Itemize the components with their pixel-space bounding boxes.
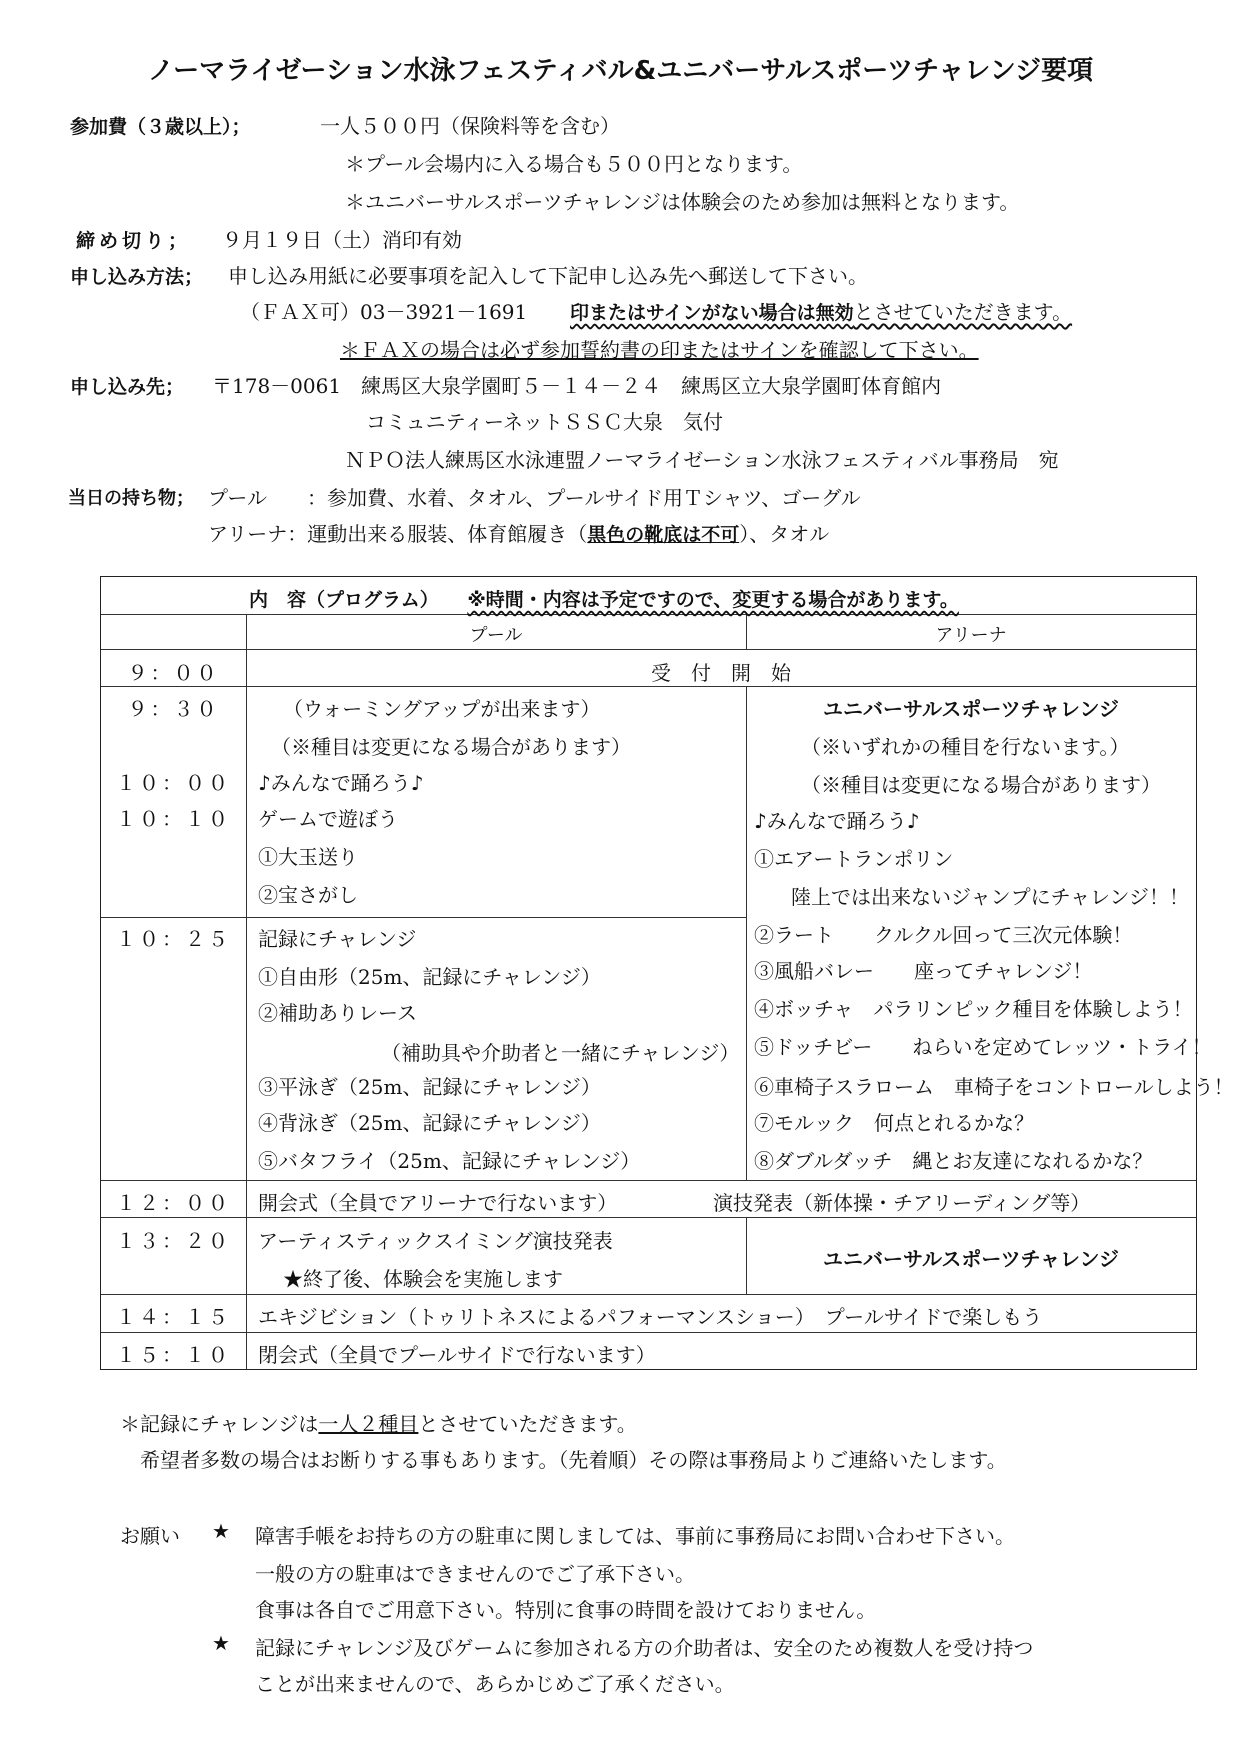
pool-event-5: ⑤バタフライ（25m、記録にチャレンジ） bbox=[258, 1149, 641, 1173]
pool-record-title: 記録にチャレンジ bbox=[258, 927, 417, 951]
time-1200: １２：００ bbox=[116, 1191, 231, 1215]
record-limit-pre: ＊記録にチャレンジは bbox=[120, 1412, 319, 1436]
time-1010: １０：１０ bbox=[116, 807, 231, 831]
first-come-note: 希望者多数の場合はお断りする事もあります。（先着順）その際は事務局よりご連絡いたします。 bbox=[140, 1448, 1007, 1472]
program-header-label: 内 容（プログラム） bbox=[249, 589, 430, 611]
row-divider bbox=[101, 649, 1196, 650]
exhibition: エキジビション（トゥリトネスによるパフォーマンスショー） プールサイドで楽しもう bbox=[258, 1305, 1043, 1329]
arena-activity-7: ⑦モルック 何点とれるかな？ bbox=[754, 1111, 1034, 1135]
col-divider bbox=[246, 614, 247, 1369]
arena-note-1: （※いずれかの種目を行ないます。） bbox=[801, 735, 1130, 759]
program-header-note: ※時間・内容は予定ですので、変更する場合があります。 bbox=[467, 589, 959, 611]
arena-activity-3: ③風船バレー 座ってチャレンジ！ bbox=[754, 959, 1093, 983]
fee-label: 参加費（３歳以上）； bbox=[70, 116, 251, 138]
items-arena bbox=[208, 518, 829, 547]
items-arena-post: ）、タオル bbox=[739, 522, 830, 546]
request-no-parking: 一般の方の駐車はできませんのでご了承下さい。 bbox=[255, 1562, 695, 1586]
reception-start: 受 付 開 始 bbox=[651, 661, 791, 685]
time-0930: ９：３０ bbox=[127, 697, 220, 721]
arena-title-afternoon: ユニバーサルスポーツチャレンジ bbox=[823, 1247, 1119, 1271]
arena-activity-1: ①エアートランポリン bbox=[754, 847, 954, 871]
pool-warmup: （ウォーミングアップが出来ます） bbox=[283, 697, 601, 721]
record-limit-post: とさせていただきます。 bbox=[418, 1412, 637, 1436]
col-header-pool: プール bbox=[469, 625, 523, 646]
record-limit-note bbox=[120, 1408, 637, 1437]
pool-event-3: ③平泳ぎ（25m、記録にチャレンジ） bbox=[258, 1075, 601, 1099]
fax-note: ＊ＦＡＸの場合は必ず参加誓約書の印またはサインを確認して下さい。 bbox=[340, 338, 979, 362]
artistic-swimming: アーティスティックスイミング演技発表 bbox=[258, 1229, 613, 1253]
request-helpers-cont: ことが出来ませんので、あらかじめご了承ください。 bbox=[255, 1672, 735, 1696]
pool-game-1: ①大玉送り bbox=[258, 845, 358, 869]
pool-game-2: ②宝さがし bbox=[258, 883, 358, 907]
items-pool: プール ：参加費、水着、タオル、プールサイド用Ｔシャツ、ゴーグル bbox=[208, 486, 861, 510]
arena-dance: ♪みんなで踊ろう♪ bbox=[754, 809, 920, 833]
row-divider bbox=[101, 917, 746, 918]
pool-dance: ♪みんなで踊ろう♪ bbox=[258, 771, 424, 795]
arena-title: ユニバーサルスポーツチャレンジ bbox=[823, 697, 1119, 721]
arena-note-2: （※種目は変更になる場合があります） bbox=[801, 773, 1161, 797]
time-1025: １０：２５ bbox=[116, 927, 231, 951]
arena-activity-8: ⑧ダブルダッチ 縄とお友達になれるかな？ bbox=[754, 1149, 1153, 1173]
time-1000: １０：００ bbox=[116, 771, 231, 795]
time-1320: １３：２０ bbox=[116, 1229, 231, 1253]
time-0900: ９：００ bbox=[127, 661, 220, 685]
col-divider bbox=[746, 686, 747, 1180]
address-line-3: ＮＰＯ法人練馬区水泳連盟ノーマライゼーション水泳フェスティバル事務局 宛 bbox=[345, 448, 1059, 472]
trial-session-note: ★終了後、体験会を実施します bbox=[283, 1267, 563, 1291]
deadline-label: 締め切り； bbox=[76, 230, 192, 252]
fee-value: 一人５００円（保険料等を含む） bbox=[320, 114, 620, 138]
row-divider bbox=[101, 1332, 1196, 1333]
pool-event-1: ①自由形（25m、記録にチャレンジ） bbox=[258, 965, 601, 989]
pool-game: ゲームで遊ぼう bbox=[258, 807, 398, 831]
arena-activity-2: ②ラート クルクル回って三次元体験！ bbox=[754, 923, 1133, 947]
col-header-arena: アリーナ bbox=[935, 625, 1007, 646]
record-limit-count: 一人２種目 bbox=[318, 1412, 419, 1436]
arena-activity-1-desc: 陸上では出来ないジャンプにチャレンジ！！ bbox=[791, 885, 1189, 909]
invalid-warning-bold: 印またはサインがない場合は無効 bbox=[570, 302, 854, 324]
closing-ceremony: 閉会式（全員でプールサイドで行ないます） bbox=[258, 1343, 656, 1367]
program-table bbox=[100, 576, 1234, 1370]
method-value: 申し込み用紙に必要事項を記入して下記申し込み先へ郵送して下さい。 bbox=[228, 264, 868, 288]
arena-activity-5: ⑤ドッチビー ねらいを定めてレッツ・トライ！ bbox=[754, 1035, 1212, 1059]
row-divider bbox=[101, 1180, 1196, 1181]
items-arena-bold: 黒色の靴底は不可 bbox=[587, 524, 740, 546]
row-divider bbox=[101, 1294, 1196, 1295]
star-icon: ★ bbox=[212, 1519, 230, 1543]
time-1415: １４：１５ bbox=[116, 1305, 231, 1329]
performance: 演技発表（新体操・チアリーディング等） bbox=[713, 1191, 1091, 1215]
opening-ceremony: 開会式（全員でアリーナで行ないます） bbox=[258, 1191, 618, 1215]
items-label: 当日の持ち物； bbox=[68, 488, 194, 509]
request-parking: 障害手帳をお持ちの方の駐車に関しましては、事前に事務局にお問い合わせ下さい。 bbox=[255, 1524, 1015, 1548]
page-title: ノーマライゼーション水泳フェスティバル&ユニバーサルスポーツチャレンジ要項 bbox=[147, 56, 1094, 86]
requests-label: お願い bbox=[120, 1524, 180, 1548]
address-label: 申し込み先； bbox=[70, 376, 185, 398]
fee-note-2: ＊ユニバーサルスポーツチャレンジは体験会のため参加は無料となります。 bbox=[345, 190, 1020, 214]
items-arena-pre: アリーナ：運動出来る服装、体育館履き（ bbox=[208, 522, 588, 546]
arena-activity-6: ⑥車椅子スラローム 車椅子をコントロールしよう！ bbox=[754, 1075, 1234, 1099]
star-icon: ★ bbox=[212, 1631, 230, 1655]
address-line-2: コミュニティーネットＳＳＣ大泉 気付 bbox=[366, 410, 723, 434]
pool-event-2: ②補助ありレース bbox=[258, 1001, 417, 1025]
method-label: 申し込み方法； bbox=[70, 266, 204, 288]
deadline-value: ９月１９日（土）消印有効 bbox=[222, 228, 462, 252]
row-divider bbox=[101, 614, 1196, 615]
pool-event-2-note: （補助具や介助者と一緒にチャレンジ） bbox=[381, 1041, 740, 1065]
address-line-1: 〒178－0061 練馬区大泉学園町５－１４－２４ 練馬区立大泉学園町体育館内 bbox=[212, 374, 942, 398]
invalid-warning-rest: とさせていただきます。 bbox=[853, 300, 1073, 324]
fee-note-1: ＊プール会場内に入る場合も５００円となります。 bbox=[345, 152, 803, 176]
row-divider bbox=[101, 1217, 1196, 1218]
invalid-warning bbox=[570, 296, 1072, 325]
arena-activity-4: ④ボッチャ パラリンピック種目を体験しよう！ bbox=[754, 997, 1193, 1021]
program-header bbox=[249, 585, 959, 612]
time-1510: １５：１０ bbox=[116, 1343, 231, 1367]
fax-number: （ＦＡＸ可）03－3921－1691 bbox=[240, 300, 528, 324]
request-meals: 食事は各自でご用意下さい。特別に食事の時間を設けておりません。 bbox=[255, 1598, 877, 1622]
pool-event-4: ④背泳ぎ（25m、記録にチャレンジ） bbox=[258, 1111, 601, 1135]
row-divider bbox=[101, 686, 1196, 687]
request-helpers: 記録にチャレンジ及びゲームに参加される方の介助者は、安全のため複数人を受け持つ bbox=[255, 1636, 1034, 1660]
pool-change-note: （※種目は変更になる場合があります） bbox=[271, 735, 631, 759]
